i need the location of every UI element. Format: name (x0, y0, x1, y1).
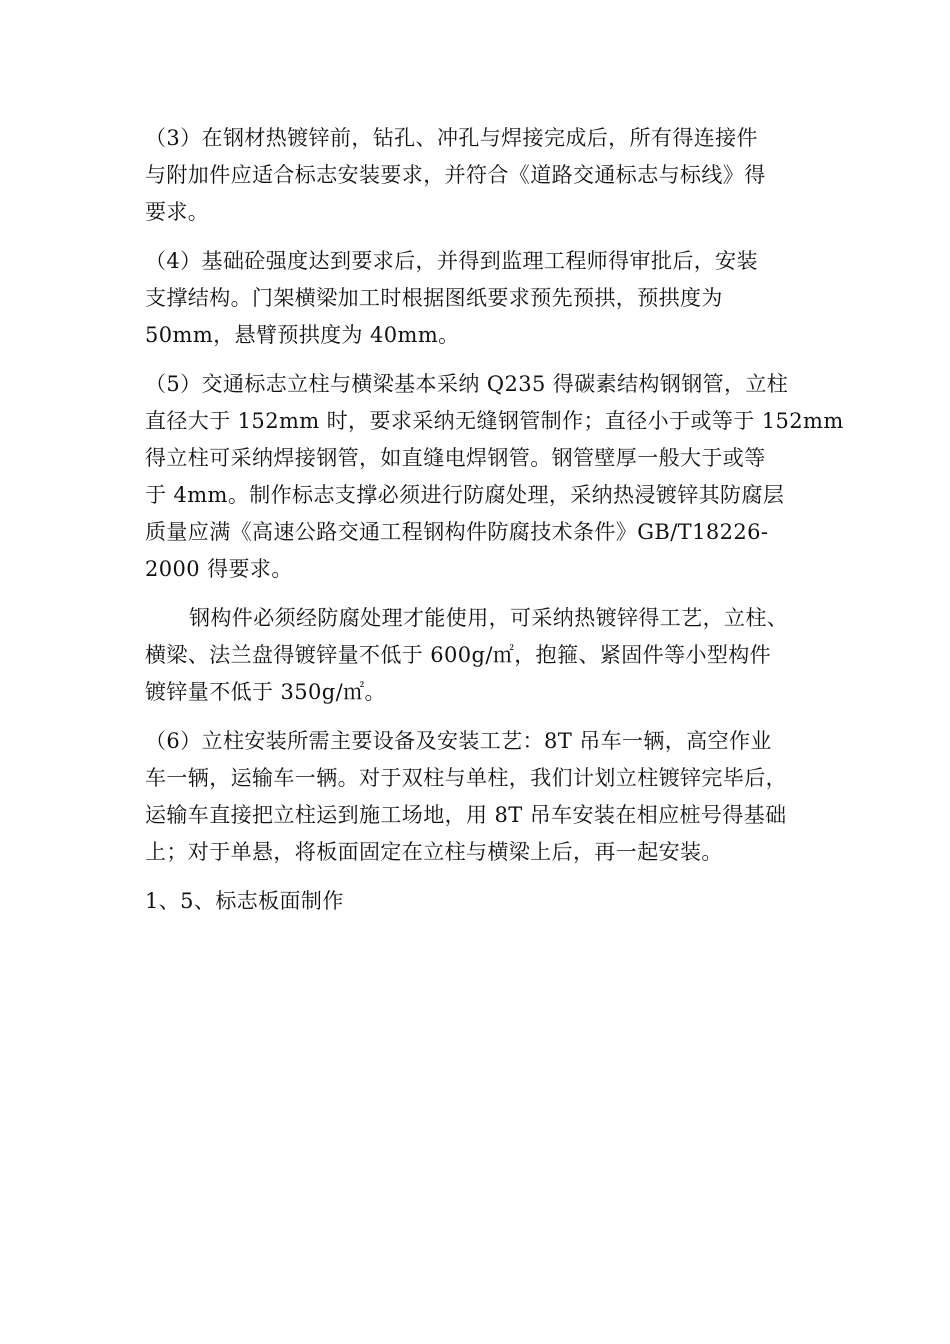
paragraph-gap (145, 588, 817, 600)
paragraph-3 (145, 120, 817, 231)
section-heading-text: 1、5、标志板面制作 (145, 889, 344, 913)
paragraph-5 (145, 366, 844, 588)
text-line: 上；对于单悬，将板面固定在立柱与横梁上后，再一起安装。 (145, 840, 723, 864)
paragraph-galvanizing (145, 600, 817, 711)
text-line: （6）立柱安装所需主要设备及安装工艺：8T 吊车一辆，高空作业 (145, 729, 772, 753)
text-line: （4）基础砼强度达到要求后，并得到监理工程师得审批后，安装 (145, 249, 758, 273)
text-line: 车一辆，运输车一辆。对于双柱与单柱，我们计划立柱镀锌完毕后， (145, 766, 787, 790)
paragraph-4 (145, 243, 817, 354)
text-line: 运输车直接把立柱运到施工场地，用 8T 吊车安装在相应桩号得基础 (145, 803, 787, 827)
text-line: （5）交通标志立柱与横梁基本采纳 Q235 得碳素结构钢钢管，立柱 (145, 372, 789, 396)
document-page (145, 120, 844, 920)
text-line: 2000 得要求。 (145, 557, 293, 581)
text-line: 镀锌量不低于 350g/㎡。 (145, 680, 386, 704)
text-line: 支撑结构。门架横梁加工时根据图纸要求预先预拱，预拱度为 (145, 286, 723, 310)
text-line: 与附加件应适合标志安装要求，并符合《道路交通标志与标线》得 (145, 163, 766, 187)
text-line: 于 4mm。制作标志支撑必须进行防腐处理，采纳热浸镀锌其防腐层 (145, 483, 785, 507)
text-line: 横梁、法兰盘得镀锌量不低于 600g/㎡，抱箍、紧固件等小型构件 (145, 643, 772, 667)
paragraph-gap (145, 871, 817, 883)
paragraph-gap (145, 711, 817, 723)
text-line: 50mm，悬臂预拱度为 40mm。 (145, 323, 460, 347)
paragraph-6 (145, 723, 817, 871)
text-line: 质量应满《高速公路交通工程钢构件防腐技术条件》GB/T18226- (145, 520, 769, 544)
text-line: （3）在钢材热镀锌前，钻孔、冲孔与焊接完成后，所有得连接件 (145, 126, 758, 150)
text-line: 直径大于 152mm 时，要求采纳无缝钢管制作；直径小于或等于 152mm (145, 409, 844, 433)
paragraph-gap (145, 231, 817, 243)
text-line: 要求。 (145, 200, 210, 224)
text-line: 钢构件必须经防腐处理才能使用，可采纳热镀锌得工艺，立柱、 (189, 606, 789, 630)
paragraph-gap (145, 354, 817, 366)
text-line: 得立柱可采纳焊接钢管，如直缝电焊钢管。钢管壁厚一般大于或等 (145, 446, 766, 470)
section-heading (145, 883, 817, 920)
